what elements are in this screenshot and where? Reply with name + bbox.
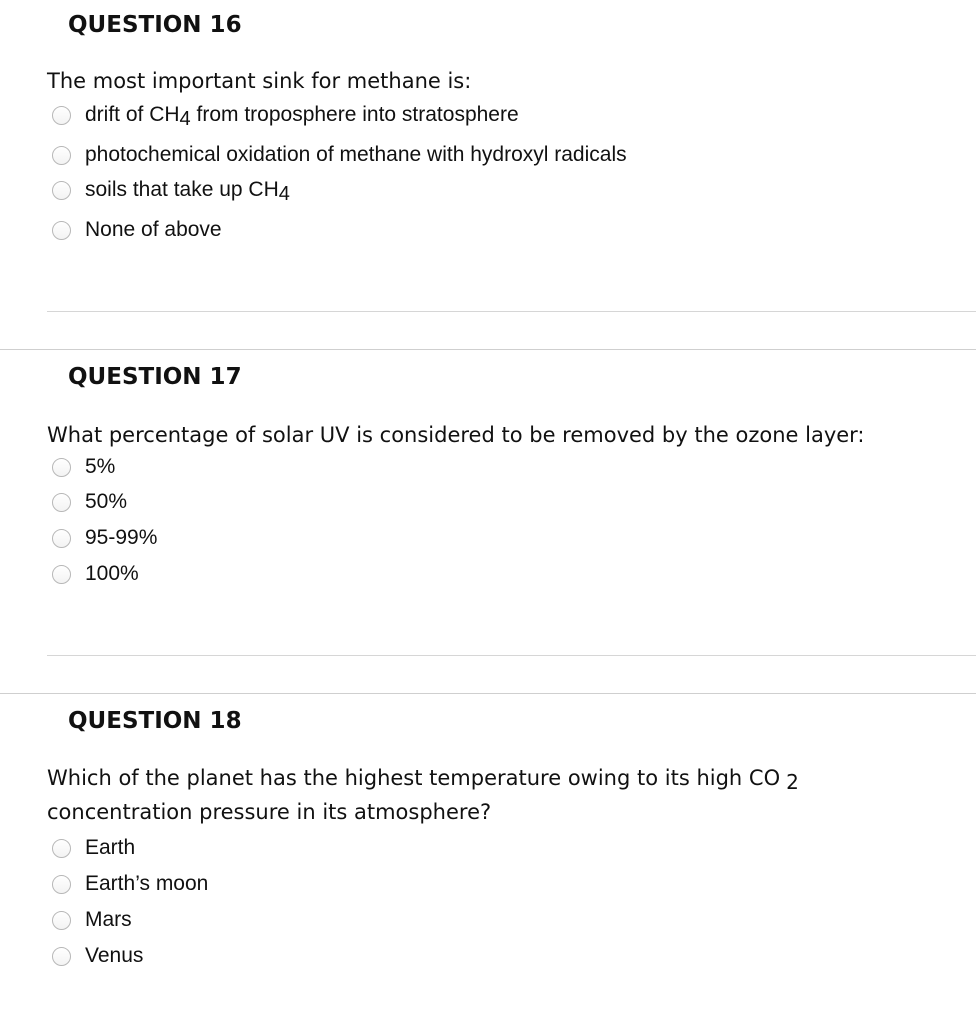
question-separator	[0, 349, 976, 350]
question-18-prompt-line-1: Which of the planet has the highest temperature owing to its high CO 2	[47, 766, 799, 794]
question-17-choice-1[interactable]	[52, 453, 115, 481]
radio-button[interactable]	[52, 181, 71, 200]
radio-button[interactable]	[52, 839, 71, 858]
radio-button[interactable]	[52, 947, 71, 966]
radio-button[interactable]	[52, 493, 71, 512]
choice-label: soils that take up CH4	[85, 178, 290, 205]
question-17-choice-4[interactable]	[52, 560, 139, 588]
radio-button[interactable]	[52, 565, 71, 584]
choice-label: 100%	[85, 562, 139, 585]
choice-label: Earth	[85, 836, 136, 859]
question-18-choice-3[interactable]	[52, 906, 132, 934]
choice-label: Earth’s moon	[85, 872, 209, 895]
question-17-title: QUESTION 17	[68, 364, 242, 390]
question-16-prompt	[47, 64, 471, 98]
question-separator	[0, 693, 976, 694]
question-17-choice-2[interactable]	[52, 488, 127, 516]
radio-button[interactable]	[52, 911, 71, 930]
question-18-choice-2[interactable]	[52, 870, 208, 898]
radio-button[interactable]	[52, 529, 71, 548]
question-18-choice-1[interactable]	[52, 834, 135, 862]
question-18-prompt-line-2: concentration pressure in its atmosphere?	[47, 800, 492, 824]
question-18-prompt	[47, 761, 799, 829]
choice-label: 50%	[85, 490, 128, 513]
choice-label: Mars	[85, 908, 132, 931]
question-17-prompt-line: What percentage of solar UV is considered to be removed by the ozone layer:	[47, 423, 865, 447]
radio-button[interactable]	[52, 221, 71, 240]
choice-label: Venus	[85, 944, 144, 967]
question-16-choice-4[interactable]	[52, 216, 222, 244]
question-16-choice-1[interactable]	[52, 101, 519, 129]
question-17-choice-3[interactable]	[52, 524, 157, 552]
radio-button[interactable]	[52, 875, 71, 894]
radio-button[interactable]	[52, 458, 71, 477]
question-16-title: QUESTION 16	[68, 12, 242, 38]
choice-label: None of above	[85, 218, 222, 241]
question-16-prompt-line: The most important sink for methane is:	[47, 69, 472, 93]
question-16-bottom-divider	[47, 311, 976, 312]
radio-button[interactable]	[52, 106, 71, 125]
choice-label: 95-99%	[85, 526, 158, 549]
question-18-choice-4[interactable]	[52, 942, 143, 970]
question-17-prompt	[47, 418, 865, 452]
choice-label: photochemical oxidation of methane with hydroxyl radicals	[85, 143, 627, 166]
question-18-title: QUESTION 18	[68, 708, 242, 734]
choice-label: 5%	[85, 455, 116, 478]
choice-label: drift of CH4 from troposphere into stratosphere	[85, 103, 519, 130]
question-16-choice-3[interactable]	[52, 176, 290, 204]
question-17-bottom-divider	[47, 655, 976, 656]
radio-button[interactable]	[52, 146, 71, 165]
question-16-choice-2[interactable]	[52, 141, 627, 169]
